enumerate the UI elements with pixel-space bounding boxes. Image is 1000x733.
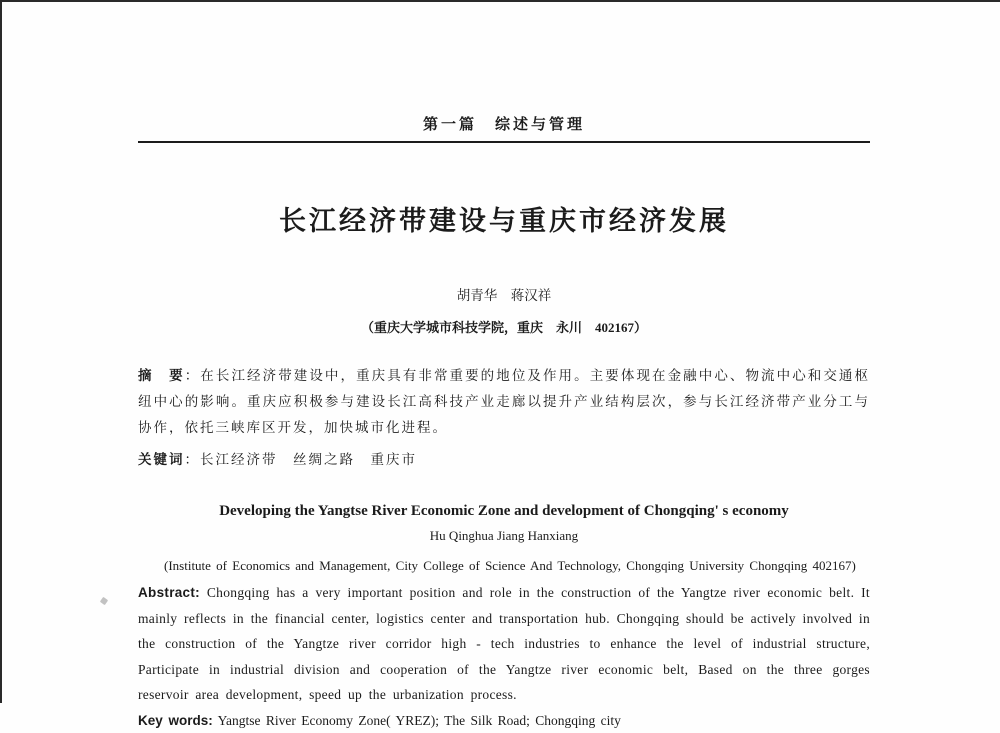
affiliation-line: （重庆大学城市科技学院，重庆 永川 402167） (360, 320, 647, 335)
abstract-text: ：在长江经济带建设中，重庆具有非常重要的地位及作用。主要体现在金融中心、物流中心和交通枢纽中心的影响。重庆应积极参与建设长江高科技产业走廊以提升产业结构层次，参与长江经济带产业分工与协作，依托三峡库区开发，加快城市化进程。 (138, 368, 871, 435)
authors-line: 胡青华 蒋汉祥 (456, 288, 552, 303)
english-affiliation: (Institute of Economics and Management, City College of Science And Technology, Chongqing University Chongqing 402167) (164, 558, 856, 573)
english-keywords-text: Yangtse River Economy Zone( YREZ); The Silk Road; Chongqing city (217, 712, 621, 728)
english-title: Developing the Yangtse River Economic Zone and development of Chongqing' s economy (219, 503, 789, 519)
english-keywords-label: Key words: (138, 712, 213, 728)
english-keywords-line (138, 708, 870, 733)
scan-edge-left (0, 0, 2, 703)
keywords-text: ：长江经济带 丝绸之路 重庆市 (184, 452, 417, 467)
abstract-paragraph (138, 363, 870, 441)
english-abstract-paragraph (138, 580, 870, 708)
page-content (138, 0, 870, 733)
scan-artifact-mark (100, 597, 108, 605)
paper-title: 长江经济带建设与重庆市经济发展 (279, 206, 729, 236)
section-header: 第一篇 综述与管理 (422, 116, 585, 133)
abstract-label: 摘 要 (138, 368, 185, 383)
english-abstract-label: Abstract: (138, 585, 200, 600)
keywords-label: 关键词 (138, 452, 185, 467)
keywords-line (138, 447, 870, 473)
english-authors: Hu Qinghua Jiang Hanxiang (429, 528, 579, 543)
header-rule (138, 141, 870, 143)
english-abstract-text: Chongqing has a very important position and role in the construction of the Yangtze river economic belt. It mainly reflects in the financial center, logistics center and transportation hub. Chongqing should be actively involved in the construction of the Yangtze river corridor high - tech industries to enhance the level of industrial structure, Participate in industrial division and cooperation of the Yangtze river economic belt, Based on the three gorges reservoir area development, speed up the urbanization process. (138, 585, 870, 702)
